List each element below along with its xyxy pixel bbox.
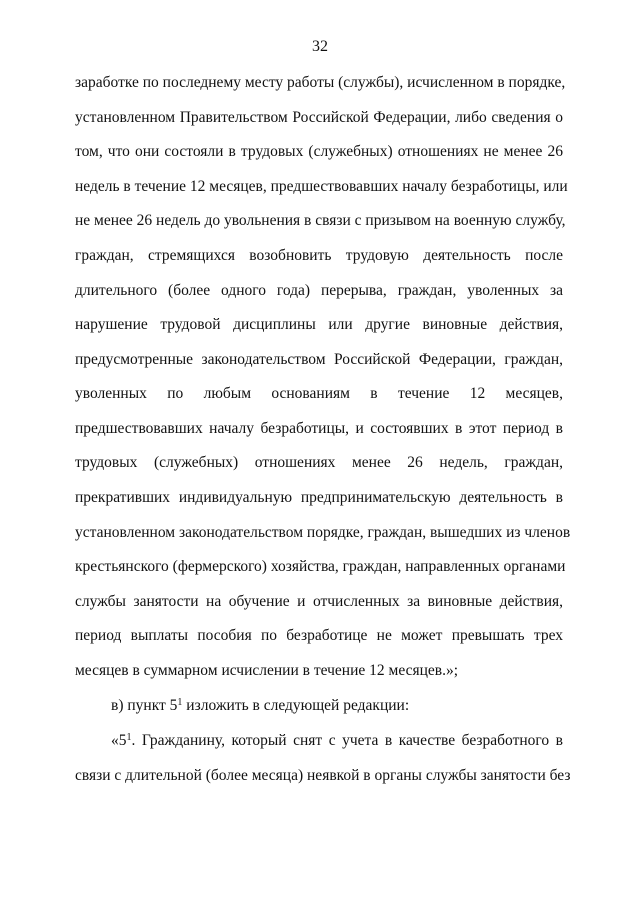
text-line: месяцев в суммарном исчислении в течение 12 месяцев.»; <box>75 662 459 679</box>
item-v-text: изложить в следующей редакции: <box>182 697 410 714</box>
text-line: не менее 26 недель до увольнения в связи с призывом на военную службу, <box>75 212 566 229</box>
page-number: 32 <box>312 38 328 55</box>
text-line: трудовых (служебных) отношениях менее 26 недель, граждан, <box>75 454 563 471</box>
text-line: предшествовавших началу безработицы, и состоявших в этот период в <box>75 420 563 437</box>
text-line: предусмотренные законодательством Российской Федерации, граждан, <box>75 351 563 368</box>
text-line: уволенных по любым основаниям в течение 12 месяцев, <box>75 385 563 402</box>
quote-first-line <box>111 731 563 751</box>
text-line: крестьянского (фермерского) хозяйства, граждан, направленных органами <box>75 558 566 575</box>
text-line: заработке по последнему месту работы (службы), исчисленном в порядке, <box>75 74 566 91</box>
superscript: 1 <box>177 697 183 708</box>
item-v-line <box>111 696 563 716</box>
text-line: том, что они состояли в трудовых (служебных) отношениях не менее 26 <box>75 143 563 160</box>
text-line: длительного (более одного года) перерыва, граждан, уволенных за <box>75 282 563 299</box>
text-line: связи с длительной (более месяца) неявкой в органы службы занятости без <box>75 767 571 784</box>
item-v-text: в) пункт 5 <box>111 697 178 714</box>
text-line: прекративших индивидуальную предпринимательскую деятельность в <box>75 489 563 506</box>
superscript: 1 <box>126 732 132 743</box>
text-line: период выплаты пособия по безработице не может превышать трех <box>75 627 563 644</box>
quote-text: . Гражданину, который снят с учета в качестве безработного в <box>131 732 563 749</box>
quote-open: «5 <box>111 732 127 749</box>
text-line: установленном законодательством порядке, граждан, вышедших из членов <box>75 524 571 541</box>
text-line: недель в течение 12 месяцев, предшествовавших началу безработицы, или <box>75 178 568 195</box>
text-line: граждан, стремящихся возобновить трудовую деятельность после <box>75 247 563 264</box>
text-line: установленном Правительством Российской Федерации, либо сведения о <box>75 109 563 126</box>
text-line: службы занятости на обучение и отчисленных за виновные действия, <box>75 593 563 610</box>
text-line: нарушение трудовой дисциплины или другие виновные действия, <box>75 316 563 333</box>
